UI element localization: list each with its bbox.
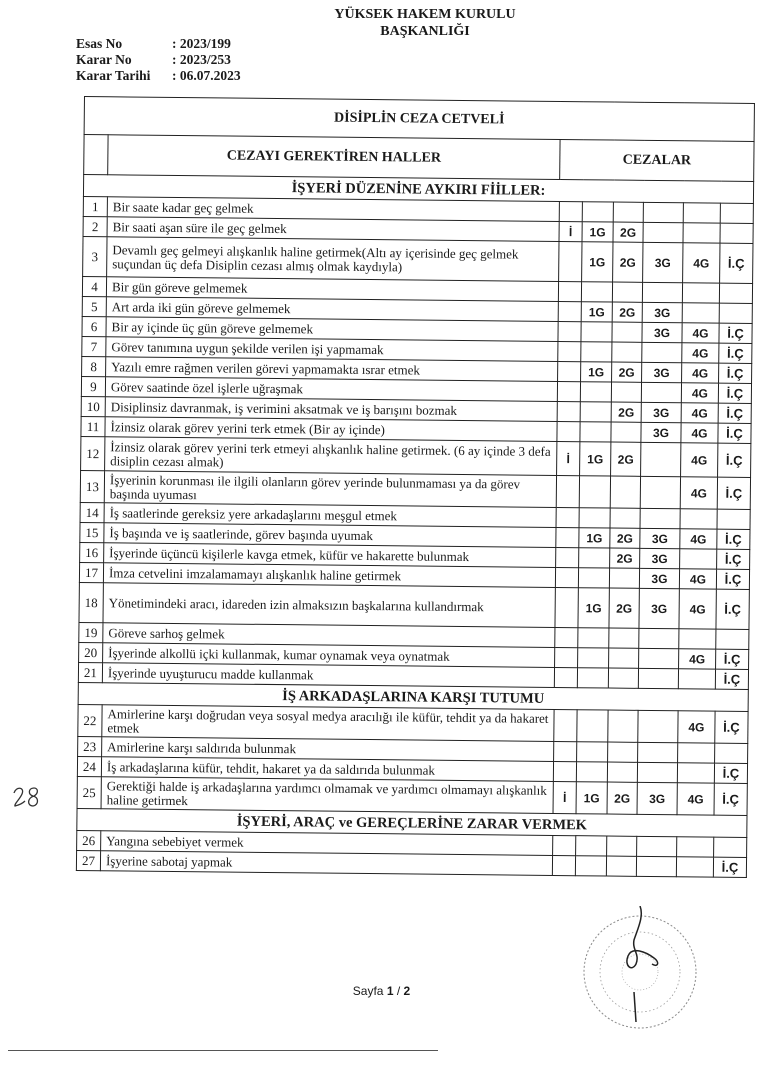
penalty-cell: 1G bbox=[580, 442, 611, 476]
row-number: 12 bbox=[81, 436, 105, 470]
penalty-cell bbox=[680, 509, 717, 529]
penalty-cell bbox=[576, 836, 607, 856]
offense-text: Göreve sarhoş gelmek bbox=[103, 623, 555, 648]
penalty-cell: İ.Ç bbox=[717, 477, 750, 509]
penalty-cell bbox=[577, 668, 608, 688]
row-number: 10 bbox=[81, 396, 105, 416]
penalty-cell bbox=[559, 201, 582, 221]
tarih-value: : 06.07.2023 bbox=[172, 68, 241, 83]
offense-text: Gerektiği halde iş arkadaşlarına yardımcı olmamak ve yardımcı olmamayı alışkanlık haline getirmek bbox=[101, 777, 553, 814]
row-number: 18 bbox=[79, 582, 103, 622]
penalty-cell bbox=[579, 548, 610, 568]
penalty-cell: 1G bbox=[576, 782, 607, 814]
penalty-cell: 4G bbox=[682, 323, 719, 343]
penalty-cell: İ.Ç bbox=[718, 403, 751, 423]
row-number: 24 bbox=[77, 756, 101, 776]
offense-text: Bir gün göreve gelmemek bbox=[106, 277, 558, 302]
penalty-cell bbox=[579, 476, 610, 508]
penalty-cell bbox=[576, 762, 607, 782]
penalty-cell: İ.Ç bbox=[716, 649, 749, 669]
offense-text: Görev saatinde özel işlerle uğraşmak bbox=[105, 377, 557, 402]
offense-text: İmza cetvelini imzalamamayı alışkanlık haline getirmek bbox=[103, 563, 555, 588]
col-header-penalties: CEZALAR bbox=[560, 139, 754, 181]
tarih-label: Karar Tarihi bbox=[76, 68, 151, 83]
penalty-cell bbox=[678, 743, 715, 763]
penalty-cell: 3G bbox=[642, 362, 682, 382]
karar-value: : 2023/253 bbox=[172, 52, 231, 67]
penalty-cell: İ bbox=[557, 441, 580, 475]
offense-text: İşyerine sabotaj yapmak bbox=[100, 851, 552, 876]
penalty-cell bbox=[612, 282, 642, 302]
table-row bbox=[79, 582, 749, 629]
penalty-cell: 3G bbox=[639, 568, 679, 588]
penalty-cell: 4G bbox=[678, 711, 715, 743]
offense-text: Devamlı geç gelmeyi alışkanlık haline getirmek(Altı ay içerisinde geç gelmek suçundan üç defa Disiplin cezası almış olmak kaydıyla) bbox=[107, 237, 559, 282]
penalty-cell bbox=[683, 223, 720, 243]
penalty-cell bbox=[640, 508, 680, 528]
penalty-cell: 1G bbox=[582, 242, 613, 282]
offense-text: Amirlerine karşı saldırıda bulunmak bbox=[102, 737, 554, 762]
penalty-cell: 3G bbox=[642, 322, 682, 342]
institution-unit: BAŞKANLIĞI bbox=[380, 24, 470, 39]
section-title: İŞ ARKADAŞLARINA KARŞI TUTUMU bbox=[78, 682, 748, 711]
row-number: 19 bbox=[79, 622, 103, 642]
penalty-cell: 2G bbox=[613, 242, 643, 282]
penalty-cell: 2G bbox=[612, 302, 642, 322]
penalty-cell bbox=[557, 381, 580, 401]
penalty-cell bbox=[641, 382, 681, 402]
row-number: 16 bbox=[80, 542, 104, 562]
penalty-cell bbox=[554, 709, 577, 741]
penalty-cell bbox=[612, 342, 642, 362]
case-metadata bbox=[76, 36, 241, 84]
offense-text: Disiplinsiz davranmak, iş verimini aksatmak ve iş barışını bozmak bbox=[105, 397, 557, 422]
offense-text: Bir saati aşan süre ile geç gelmek bbox=[107, 217, 559, 242]
penalty-cell: İ.Ç bbox=[717, 549, 750, 569]
penalty-cell bbox=[553, 835, 576, 855]
penalty-cell: İ.Ç bbox=[718, 443, 751, 477]
footer-rule bbox=[8, 1050, 438, 1051]
row-number: 17 bbox=[79, 562, 103, 582]
penalty-cell: 3G bbox=[639, 588, 679, 628]
penalty-cell bbox=[610, 476, 640, 508]
col-header-cases: CEZAYI GEREKTİREN HALLER bbox=[108, 135, 560, 180]
row-number: 13 bbox=[80, 470, 104, 502]
page-separator: / bbox=[393, 984, 404, 998]
penalty-cell bbox=[607, 762, 637, 782]
penalty-cell: İ bbox=[559, 221, 582, 241]
penalty-cell bbox=[642, 342, 682, 362]
penalty-cell bbox=[557, 401, 580, 421]
penalty-cell bbox=[577, 742, 608, 762]
penalty-cell bbox=[577, 710, 608, 742]
institution-header bbox=[300, 6, 550, 40]
row-number: 1 bbox=[83, 196, 107, 216]
offense-text: İş arkadaşlarına küfür, tehdit, hakaret ya da saldırıda bulunmak bbox=[101, 757, 553, 782]
offense-text: İşyerinin korunması ile ilgili olanların görev yerinde bulunmaması ya da görev başında uyuması bbox=[104, 471, 556, 508]
penalty-cell: İ.Ç bbox=[714, 783, 747, 815]
offense-text: Yazılı emre rağmen verilen görevi yapmamakta ısrar etmek bbox=[106, 357, 558, 382]
page-total: 2 bbox=[403, 984, 411, 998]
penalty-cell bbox=[578, 628, 609, 648]
penalty-cell bbox=[580, 422, 611, 442]
penalty-cell: İ.Ç bbox=[716, 589, 749, 629]
penalty-cell: İ.Ç bbox=[715, 669, 748, 689]
penalty-cell: 4G bbox=[679, 649, 716, 669]
penalty-cell bbox=[608, 742, 638, 762]
penalty-cell: 3G bbox=[641, 422, 681, 442]
offense-text: Amirlerine karşı doğrudan veya sosyal medya aracılığı ile küfür, tehdit ya da hakaret etmek bbox=[102, 705, 554, 742]
penalty-cell: 4G bbox=[681, 403, 718, 423]
penalty-cell: 4G bbox=[682, 343, 719, 363]
penalty-cell: İ.Ç bbox=[718, 423, 751, 443]
discipline-penalty-table bbox=[76, 96, 755, 878]
penalty-cell bbox=[612, 322, 642, 342]
row-number: 20 bbox=[79, 642, 103, 662]
penalty-cell bbox=[558, 361, 581, 381]
penalty-cell bbox=[580, 402, 611, 422]
penalty-cell bbox=[608, 710, 638, 742]
offense-text: Yangına sebebiyet vermek bbox=[101, 831, 553, 856]
offense-text: İş başında ve iş saatlerinde, görev başında uyumak bbox=[104, 523, 556, 548]
penalty-cell: 4G bbox=[677, 783, 714, 815]
penalty-cell bbox=[556, 527, 579, 547]
page-current: 1 bbox=[386, 984, 394, 998]
penalty-cell bbox=[559, 241, 582, 281]
penalty-cell: İ.Ç bbox=[718, 383, 751, 403]
offense-text: İşyerinde uyuşturucu madde kullanmak bbox=[102, 663, 554, 688]
penalty-cell bbox=[582, 202, 613, 222]
header-spacer-cell bbox=[84, 135, 108, 175]
penalty-cell bbox=[581, 322, 612, 342]
penalty-cell bbox=[581, 342, 612, 362]
penalty-cell bbox=[679, 629, 716, 649]
penalty-cell: İ.Ç bbox=[717, 529, 750, 549]
penalty-cell bbox=[637, 762, 677, 782]
penalty-cell bbox=[553, 761, 576, 781]
penalty-cell: 4G bbox=[680, 477, 717, 509]
handwritten-margin-note bbox=[10, 784, 44, 818]
offense-text: İzinsiz olarak görev yerini terk etmeyi alışkanlık haline getirmek. (6 ay içinde 3 defa disiplin cezası almak) bbox=[105, 437, 557, 476]
penalty-cell bbox=[680, 549, 717, 569]
penalty-cell bbox=[641, 442, 681, 476]
penalty-cell bbox=[637, 836, 677, 856]
penalty-cell bbox=[557, 421, 580, 441]
penalty-cell: İ bbox=[553, 781, 576, 813]
penalty-cell bbox=[642, 282, 682, 302]
penalty-cell: İ.Ç bbox=[713, 857, 746, 877]
row-number: 14 bbox=[80, 502, 104, 522]
penalty-cell bbox=[558, 281, 581, 301]
row-number: 9 bbox=[81, 376, 105, 396]
penalty-cell bbox=[639, 628, 679, 648]
row-number: 22 bbox=[78, 704, 102, 736]
esas-value: : 2023/199 bbox=[172, 36, 231, 51]
penalty-cell: 4G bbox=[679, 589, 716, 629]
penalty-cell: 2G bbox=[610, 548, 640, 568]
penalty-cell bbox=[555, 587, 578, 627]
official-seal-stamp bbox=[574, 906, 704, 1034]
penalty-cell: 2G bbox=[610, 528, 640, 548]
penalty-cell bbox=[609, 628, 639, 648]
table-header-row bbox=[84, 135, 754, 182]
penalty-cell bbox=[643, 202, 683, 222]
penalty-cell bbox=[720, 223, 753, 243]
penalty-cell: 2G bbox=[611, 402, 641, 422]
penalty-cell: 3G bbox=[637, 782, 677, 814]
row-number: 2 bbox=[83, 216, 107, 236]
penalty-cell bbox=[581, 282, 612, 302]
penalty-cell: 3G bbox=[643, 242, 683, 282]
penalty-cell bbox=[714, 837, 747, 857]
penalty-cell bbox=[643, 222, 683, 242]
penalty-cell bbox=[609, 648, 639, 668]
penalty-cell bbox=[606, 856, 636, 876]
penalty-cell: 1G bbox=[578, 588, 609, 628]
esas-label: Esas No bbox=[76, 36, 123, 51]
row-number: 8 bbox=[82, 356, 106, 376]
penalty-cell: İ.Ç bbox=[716, 569, 749, 589]
penalty-cell bbox=[575, 856, 606, 876]
offense-text: Art arda iki gün göreve gelmemek bbox=[106, 297, 558, 322]
institution-name: YÜKSEK HAKEM KURULU bbox=[334, 7, 516, 22]
row-number: 4 bbox=[82, 276, 106, 296]
penalty-cell: İ.Ç bbox=[719, 323, 752, 343]
penalty-cell: İ.Ç bbox=[720, 243, 753, 283]
offense-text: Görev tanımına uygun şekilde verilen işi yapmamak bbox=[106, 337, 558, 362]
penalty-cell: 4G bbox=[682, 363, 719, 383]
row-number: 3 bbox=[83, 236, 107, 276]
penalty-cell bbox=[611, 382, 641, 402]
penalty-cell bbox=[639, 648, 679, 668]
row-number: 15 bbox=[80, 522, 104, 542]
penalty-cell bbox=[716, 629, 749, 649]
row-number: 21 bbox=[78, 662, 102, 682]
offense-text: İzinsiz olarak görev yerini terk etmek (Bir ay içinde) bbox=[105, 417, 557, 442]
penalty-cell: 1G bbox=[582, 222, 613, 242]
row-number: 6 bbox=[82, 316, 106, 336]
penalty-cell bbox=[556, 507, 579, 527]
row-number: 25 bbox=[77, 776, 101, 808]
penalty-cell: 3G bbox=[641, 402, 681, 422]
penalty-cell bbox=[638, 668, 678, 688]
penalty-cell: 3G bbox=[640, 548, 680, 568]
penalty-cell bbox=[556, 475, 579, 507]
penalty-cell bbox=[609, 568, 639, 588]
table-row bbox=[83, 236, 753, 283]
penalty-cell bbox=[715, 743, 748, 763]
penalty-cell: 4G bbox=[683, 243, 720, 283]
penalty-cell bbox=[720, 203, 753, 223]
penalty-cell bbox=[578, 568, 609, 588]
page-prefix: Sayfa bbox=[352, 984, 387, 998]
row-number: 5 bbox=[82, 296, 106, 316]
row-number: 11 bbox=[81, 416, 105, 436]
penalty-cell bbox=[554, 667, 577, 687]
penalty-cell: 2G bbox=[612, 362, 642, 382]
penalty-cell: 2G bbox=[607, 782, 637, 814]
penalty-cell bbox=[682, 283, 719, 303]
offense-text: İş saatlerinde gereksiz yere arkadaşlarını meşgul etmek bbox=[104, 503, 556, 528]
penalty-cell bbox=[682, 303, 719, 323]
offense-text: Yönetimindeki aracı, idareden izin almaksızın başkalarına kullandırmak bbox=[103, 583, 555, 628]
penalty-cell bbox=[552, 855, 575, 875]
penalty-cell bbox=[717, 509, 750, 529]
penalty-cell bbox=[611, 422, 641, 442]
offense-text: İşyerinde üçüncü kişilerle kavga etmek, küfür ve hakarette bulunmak bbox=[104, 543, 556, 568]
penalty-cell bbox=[579, 508, 610, 528]
penalty-cell bbox=[554, 741, 577, 761]
table-title: DİSİPLİN CEZA CETVELİ bbox=[84, 97, 754, 142]
penalty-cell bbox=[555, 627, 578, 647]
penalty-cell bbox=[678, 669, 715, 689]
penalty-cell bbox=[607, 836, 637, 856]
penalty-cell bbox=[638, 710, 678, 742]
penalty-cell: İ.Ç bbox=[715, 711, 748, 743]
penalty-cell bbox=[677, 837, 714, 857]
offense-text: Bir ay içinde üç gün göreve gelmemek bbox=[106, 317, 558, 342]
section-title: İŞYERİ DÜZENİNE AYKIRI FİİLLER: bbox=[83, 175, 753, 204]
penalty-cell bbox=[719, 303, 752, 323]
row-number: 23 bbox=[78, 736, 102, 756]
penalty-cell bbox=[558, 301, 581, 321]
penalty-cell: 2G bbox=[609, 588, 639, 628]
penalty-cell: İ.Ç bbox=[719, 363, 752, 383]
penalty-cell bbox=[638, 742, 678, 762]
penalty-cell: İ.Ç bbox=[719, 343, 752, 363]
penalty-cell bbox=[558, 341, 581, 361]
penalty-cell: 1G bbox=[581, 302, 612, 322]
penalty-cell: 4G bbox=[681, 383, 718, 403]
penalty-cell bbox=[613, 202, 643, 222]
penalty-cell bbox=[719, 283, 752, 303]
penalty-cell bbox=[580, 382, 611, 402]
penalty-cell: İ.Ç bbox=[714, 763, 747, 783]
discipline-table-wrapper bbox=[75, 96, 754, 983]
penalty-cell: 2G bbox=[611, 442, 641, 476]
penalty-cell: 3G bbox=[640, 528, 680, 548]
penalty-cell: 4G bbox=[679, 569, 716, 589]
penalty-cell: 1G bbox=[581, 362, 612, 382]
penalty-cell bbox=[608, 668, 638, 688]
row-number: 7 bbox=[82, 336, 106, 356]
penalty-cell bbox=[556, 547, 579, 567]
row-number: 26 bbox=[77, 830, 101, 850]
section-title: İŞYERİ, ARAÇ ve GEREÇLERİNE ZARAR VERMEK bbox=[77, 808, 747, 837]
penalty-cell: 1G bbox=[579, 528, 610, 548]
karar-label: Karar No bbox=[76, 52, 132, 67]
penalty-cell bbox=[578, 648, 609, 668]
penalty-cell: 3G bbox=[642, 302, 682, 322]
penalty-cell: 4G bbox=[681, 443, 718, 477]
penalty-cell bbox=[555, 647, 578, 667]
penalty-cell bbox=[558, 321, 581, 341]
penalty-cell bbox=[555, 567, 578, 587]
penalty-cell bbox=[677, 763, 714, 783]
offense-text: Bir saate kadar geç gelmek bbox=[107, 197, 559, 222]
penalty-cell bbox=[640, 476, 680, 508]
penalty-cell bbox=[683, 203, 720, 223]
penalty-cell bbox=[676, 857, 713, 877]
penalty-cell: 4G bbox=[681, 423, 718, 443]
row-number: 27 bbox=[76, 850, 100, 870]
penalty-cell: 4G bbox=[680, 529, 717, 549]
penalty-cell bbox=[636, 856, 676, 876]
offense-text: İşyerinde alkollü içki kullanmak, kumar oynamak veya oynatmak bbox=[103, 643, 555, 668]
discipline-table-sheet bbox=[81, 96, 754, 976]
penalty-cell: 2G bbox=[613, 222, 643, 242]
penalty-cell bbox=[610, 508, 640, 528]
